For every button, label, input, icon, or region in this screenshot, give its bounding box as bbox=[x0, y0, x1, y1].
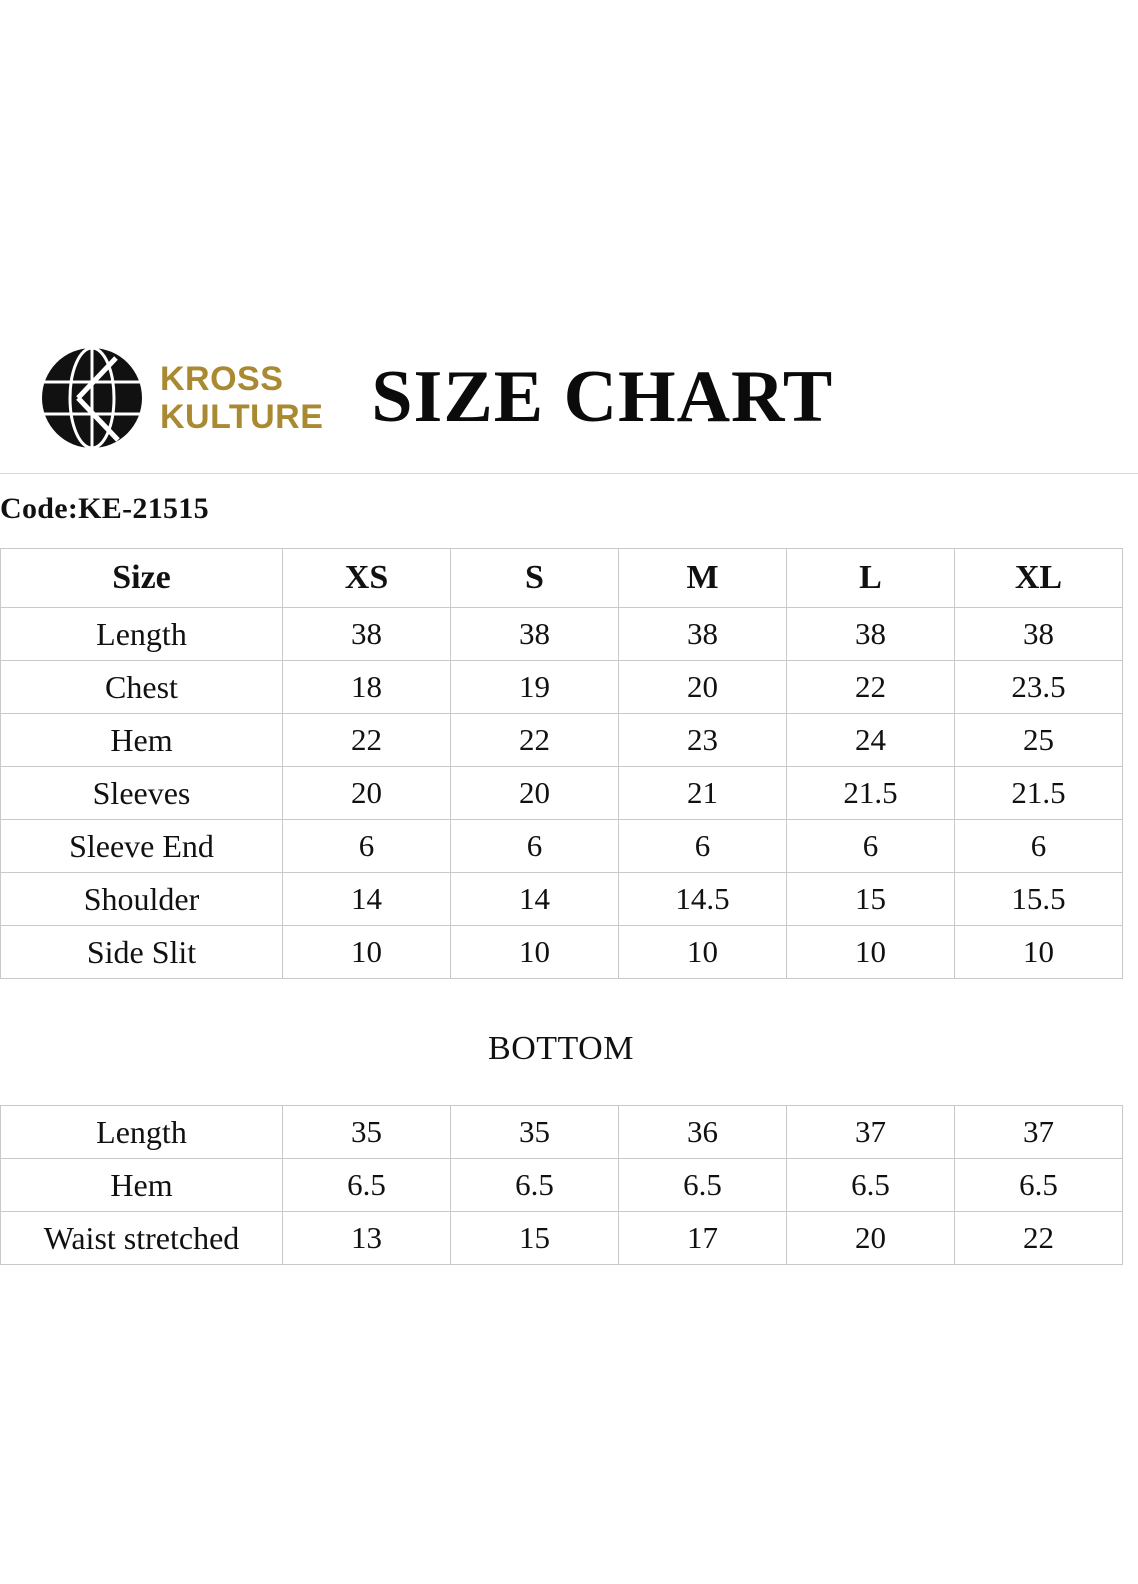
row-label: Sleeve End bbox=[1, 820, 283, 873]
top-measurements-table bbox=[0, 548, 1123, 979]
cell-value: 23.5 bbox=[955, 661, 1123, 714]
cell-value: 15 bbox=[451, 1212, 619, 1265]
row-label: Shoulder bbox=[1, 873, 283, 926]
cell-value: 19 bbox=[451, 661, 619, 714]
brand-name-line1: KROSS bbox=[160, 359, 284, 398]
table-row bbox=[1, 926, 1123, 979]
table-row bbox=[1, 1106, 1123, 1159]
cell-value: 6 bbox=[619, 820, 787, 873]
cell-value: 22 bbox=[283, 714, 451, 767]
cell-value: 6.5 bbox=[787, 1159, 955, 1212]
cell-value: 37 bbox=[787, 1106, 955, 1159]
cell-value: 6.5 bbox=[283, 1159, 451, 1212]
cell-value: 10 bbox=[451, 926, 619, 979]
table-row bbox=[1, 661, 1123, 714]
table-row bbox=[1, 873, 1123, 926]
cell-value: 6 bbox=[451, 820, 619, 873]
cell-value: 23 bbox=[619, 714, 787, 767]
cell-value: 38 bbox=[787, 608, 955, 661]
cell-value: 22 bbox=[955, 1212, 1123, 1265]
cell-value: 38 bbox=[451, 608, 619, 661]
cell-value: 14 bbox=[283, 873, 451, 926]
cell-value: 38 bbox=[283, 608, 451, 661]
cell-value: 6 bbox=[283, 820, 451, 873]
cell-value: 37 bbox=[955, 1106, 1123, 1159]
cell-value: 20 bbox=[451, 767, 619, 820]
table-row bbox=[1, 1159, 1123, 1212]
table-row bbox=[1, 1212, 1123, 1265]
table-row bbox=[1, 714, 1123, 767]
row-label: Hem bbox=[1, 714, 283, 767]
row-label: Length bbox=[1, 608, 283, 661]
cell-value: 17 bbox=[619, 1212, 787, 1265]
cell-value: 35 bbox=[451, 1106, 619, 1159]
row-label: Sleeves bbox=[1, 767, 283, 820]
cell-value: 22 bbox=[787, 661, 955, 714]
table-row bbox=[1, 767, 1123, 820]
top-measurements-table-container bbox=[0, 548, 1122, 979]
cell-value: 18 bbox=[283, 661, 451, 714]
cell-value: 21 bbox=[619, 767, 787, 820]
cell-value: 13 bbox=[283, 1212, 451, 1265]
cell-value: 10 bbox=[283, 926, 451, 979]
column-header: Size bbox=[1, 549, 283, 608]
column-header: M bbox=[619, 549, 787, 608]
row-label: Side Slit bbox=[1, 926, 283, 979]
kross-kulture-globe-logo-icon bbox=[38, 344, 146, 452]
table-row bbox=[1, 820, 1123, 873]
bottom-measurements-table-container bbox=[0, 1105, 1122, 1265]
cell-value: 35 bbox=[283, 1106, 451, 1159]
product-code: Code:KE-21515 bbox=[0, 492, 209, 525]
cell-value: 15 bbox=[787, 873, 955, 926]
cell-value: 10 bbox=[619, 926, 787, 979]
cell-value: 6.5 bbox=[619, 1159, 787, 1212]
cell-value: 38 bbox=[955, 608, 1123, 661]
brand-name-line2: KULTURE bbox=[160, 397, 324, 436]
bottom-section-title-container bbox=[0, 1030, 1122, 1068]
document-header bbox=[0, 322, 1138, 474]
table-header-row bbox=[1, 549, 1123, 608]
column-header: S bbox=[451, 549, 619, 608]
row-label: Length bbox=[1, 1106, 283, 1159]
brand-name bbox=[160, 360, 323, 436]
row-label: Chest bbox=[1, 661, 283, 714]
column-header: XS bbox=[283, 549, 451, 608]
page-title: SIZE CHART bbox=[371, 356, 834, 438]
table-row bbox=[1, 608, 1123, 661]
cell-value: 25 bbox=[955, 714, 1123, 767]
cell-value: 6.5 bbox=[955, 1159, 1123, 1212]
bottom-section-title: BOTTOM bbox=[488, 1030, 634, 1067]
cell-value: 36 bbox=[619, 1106, 787, 1159]
column-header: XL bbox=[955, 549, 1123, 608]
cell-value: 21.5 bbox=[955, 767, 1123, 820]
column-header: L bbox=[787, 549, 955, 608]
cell-value: 38 bbox=[619, 608, 787, 661]
cell-value: 20 bbox=[283, 767, 451, 820]
cell-value: 14 bbox=[451, 873, 619, 926]
cell-value: 24 bbox=[787, 714, 955, 767]
row-label: Hem bbox=[1, 1159, 283, 1212]
cell-value: 22 bbox=[451, 714, 619, 767]
bottom-measurements-table bbox=[0, 1105, 1123, 1265]
cell-value: 15.5 bbox=[955, 873, 1123, 926]
cell-value: 20 bbox=[619, 661, 787, 714]
cell-value: 6 bbox=[787, 820, 955, 873]
cell-value: 10 bbox=[787, 926, 955, 979]
cell-value: 6.5 bbox=[451, 1159, 619, 1212]
cell-value: 6 bbox=[955, 820, 1123, 873]
cell-value: 21.5 bbox=[787, 767, 955, 820]
row-label: Waist stretched bbox=[1, 1212, 283, 1265]
cell-value: 20 bbox=[787, 1212, 955, 1265]
cell-value: 14.5 bbox=[619, 873, 787, 926]
cell-value: 10 bbox=[955, 926, 1123, 979]
